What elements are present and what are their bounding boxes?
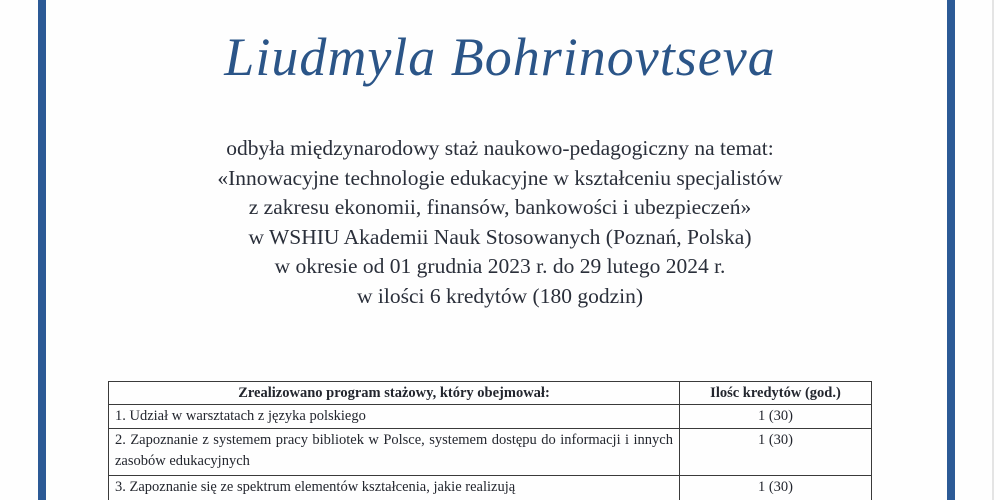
table-header-row [109,382,872,405]
body-line-statement: odbyła międzynarodowy staż naukowo-pedagogiczny na temat: [226,136,774,160]
row-description: 2. Zapoznanie z systemem pracy bibliotek w Polsce, systemem dostępu do informacji i innych zasobów edukacyjnych [109,429,680,476]
table-row [109,429,872,476]
row-description: 1. Udział w warsztatach z języka polskiego [109,405,680,429]
body-line-institution: w WSHIU Akademii Nauk Stosowanych (Poznań, Polska) [248,224,752,249]
row-credits: 1 (30) [680,429,872,476]
certificate-body [0,134,1000,311]
table-row [109,476,872,500]
header-credits: Ilośc kredytów (god.) [680,382,872,405]
table-row [109,405,872,429]
row-credits: 1 (30) [680,405,872,429]
body-line-topic-2: z zakresu ekonomii, finansów, bankowości i ubezpieczeń» [248,195,752,219]
body-line-topic-1: «Innowacyjne technologie edukacyjne w kształceniu specjalistów [217,165,783,190]
header-program: Zrealizowano program stażowy, który obejmował: [109,382,680,405]
body-line-credits: w ilości 6 kredytów (180 godzin) [356,283,644,308]
row-description: 3. Zapoznanie się ze spektrum elementów kształcenia, jakie realizują [109,476,680,500]
row-credits: 1 (30) [680,476,872,500]
body-line-period: w okresie od 01 grudnia 2023 r. do 29 lutego 2024 r. [274,254,726,278]
program-table [108,381,872,500]
recipient-name: Liudmyla Bohrinovtseva [224,27,776,87]
